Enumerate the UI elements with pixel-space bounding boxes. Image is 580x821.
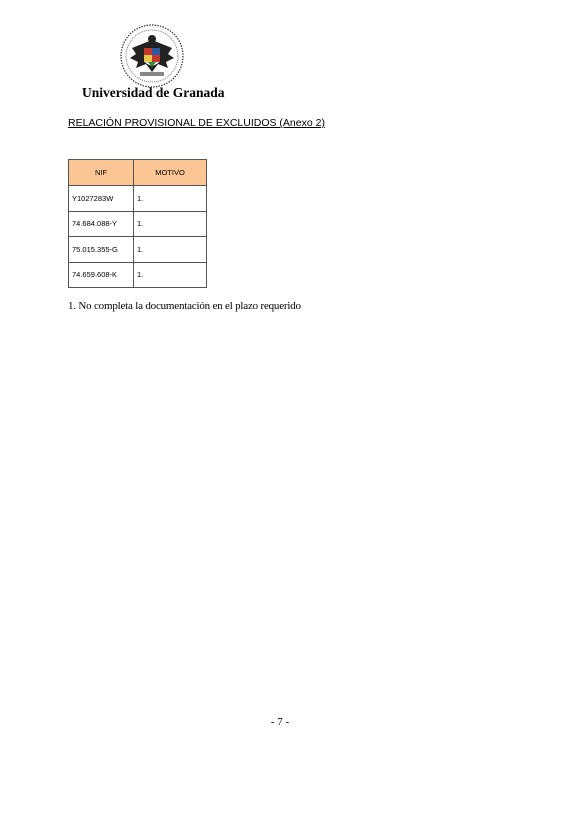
table-row [69, 186, 207, 212]
motivo-cell: 1. [134, 262, 207, 288]
annex-title: RELACIÓN PROVISIONAL DE EXCLUIDOS (Anexo 2) [68, 117, 325, 129]
university-name: Universidad de Granada [82, 85, 225, 100]
table-header-row [69, 160, 207, 186]
footnote: 1. No completa la documentación en el plazo requerido [68, 300, 301, 312]
table-row [69, 262, 207, 288]
table-row [69, 211, 207, 237]
nif-cell: Y1027283W [69, 186, 134, 212]
excluded-table [68, 159, 207, 288]
nif-cell: 74.659.608-K [69, 262, 134, 288]
table-row [69, 237, 207, 263]
column-header-motivo: MOTIVO [134, 160, 207, 186]
column-header-nif: NIF [69, 160, 134, 186]
nif-cell: 74.684.088-Y [69, 211, 134, 237]
university-logo-icon [118, 22, 186, 90]
motivo-cell: 1. [134, 211, 207, 237]
motivo-cell: 1. [134, 237, 207, 263]
page-number: - 7 - [270, 716, 290, 728]
nif-cell: 75.015.355-G [69, 237, 134, 263]
motivo-cell: 1. [134, 186, 207, 212]
